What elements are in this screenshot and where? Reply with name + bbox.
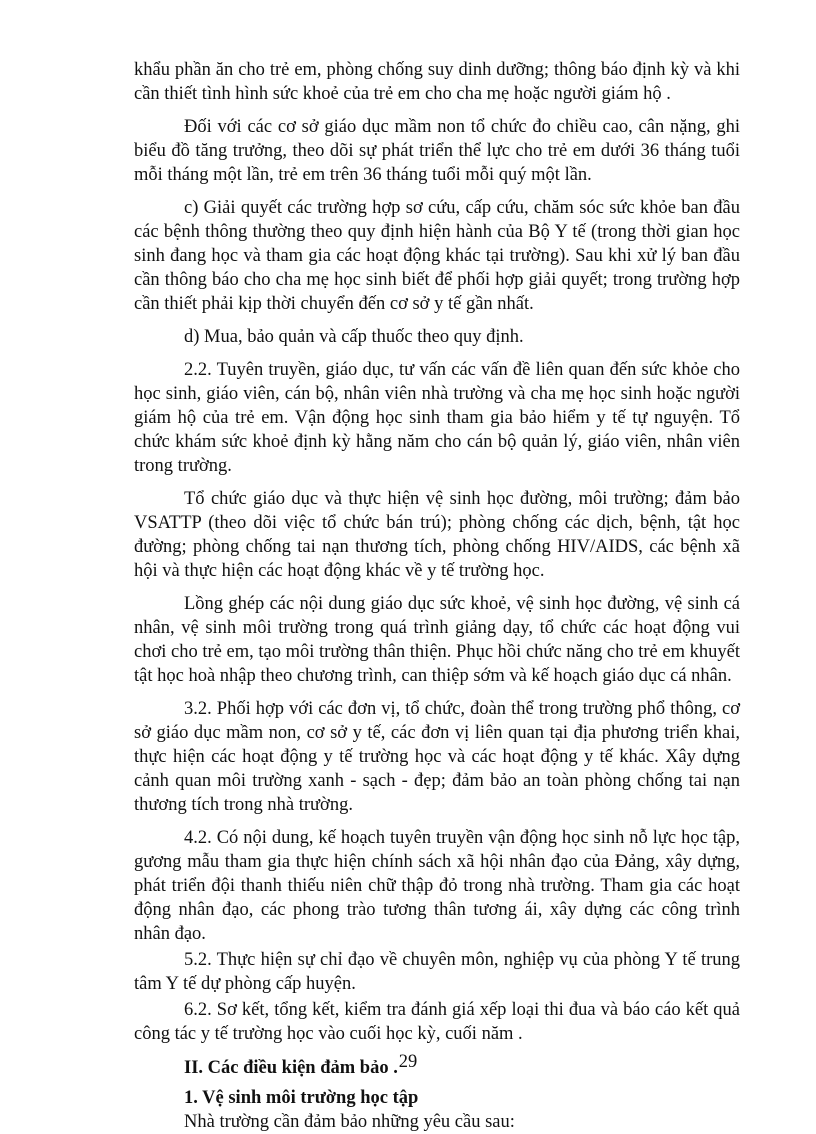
paragraph-integrated-education: Lồng ghép các nội dung giáo dục sức khoẻ, vệ sinh học đường, vệ sinh cá nhân, vệ sinh môi trường trong quá trình giảng dạy, tổ chức các hoạt động vui chơi cho trẻ em, tạo môi trường thân thiện. Phục hồi chức năng cho trẻ em khuyết tật học hoà nhập theo chương trình, can thiệp sớm và kế hoạch giáo dục cá nhân. [134, 594, 740, 686]
paragraph-red-cross: 4.2. Có nội dung, kế hoạch tuyên truyền vận động học sinh nỗ lực học tập, gương mẫu tham gia thực hiện chính sách xã hội nhân đạo của Đảng, xây dựng, phát triển đội thanh thiếu niên chữ thập đỏ trong nhà trường. Tham gia các hoạt động nhân đạo, các phong trào tương thân tương ái, xây dựng các công trình nhân đạo. [134, 828, 740, 944]
closing-line: Nhà trường cần đảm bảo những yêu cầu sau: [184, 1112, 515, 1132]
page-body [134, 58, 740, 1134]
page-number: 29 [398, 1052, 418, 1072]
section-heading: II. Các điều kiện đảm bảo . [184, 1058, 398, 1078]
paragraph-reporting: 6.2. Sơ kết, tổng kết, kiểm tra đánh giá xếp loại thi đua và báo cáo kết quả công tác y tế trường học vào cuối học kỳ, cuối năm . [134, 1000, 740, 1044]
paragraph-medicine-supply: d) Mua, bảo quản và cấp thuốc theo quy định. [184, 327, 524, 347]
paragraph-direction: 5.2. Thực hiện sự chỉ đạo về chuyên môn, nghiệp vụ của phòng Y tế trung tâm Y tế dự phòng cấp huyện. [134, 950, 740, 994]
paragraph-preschool-measurement: Đối với các cơ sở giáo dục mầm non tổ chức đo chiều cao, cân nặng, ghi biểu đồ tăng trưởng, theo dõi sự phát triển thể lực cho trẻ em dưới 36 tháng tuổi mỗi tháng một lần, trẻ em trên 36 tháng tuổi mỗi quý một lần. [134, 117, 740, 185]
paragraph-first-aid: c) Giải quyết các trường hợp sơ cứu, cấp cứu, chăm sóc sức khỏe ban đầu các bệnh thông thường theo quy định hiện hành của Bộ Y tế (trong thời gian học sinh đang học và tham gia các hoạt động khác tại trường). Sau khi xử lý ban đầu cần thông báo cho cha mẹ học sinh biết để phối hợp giải quyết; trong trường hợp cần thiết phải kịp thời chuyển đến cơ sở y tế gần nhất. [134, 198, 740, 314]
paragraph-coordination: 3.2. Phối hợp với các đơn vị, tổ chức, đoàn thể trong trường phổ thông, cơ sở giáo dục mầm non, cơ sở y tế, các đơn vị liên quan tại địa phương triển khai, thực hiện các hoạt động y tế trường học và các hoạt động y tế khác. Xây dựng cảnh quan môi trường xanh - sạch - đẹp; đảm bảo an toàn phòng chống tai nạn thương tích trong nhà trường. [134, 699, 740, 815]
paragraph-health-education: 2.2. Tuyên truyền, giáo dục, tư vấn các vấn đề liên quan đến sức khỏe cho học sinh, giáo viên, cán bộ, nhân viên nhà trường và cha mẹ học sinh hoặc người giám hộ của trẻ em. Vận động học sinh tham gia bảo hiểm y tế tự nguyện. Tổ chức khám sức khoẻ định kỳ hằng năm cho cán bộ quản lý, giáo viên, nhân viên trong trường. [134, 360, 740, 476]
paragraph-nutrition-continuation: khẩu phần ăn cho trẻ em, phòng chống suy dinh dưỡng; thông báo định kỳ và khi cần thiết tình hình sức khoẻ của trẻ em cho cha mẹ hoặc người giám hộ . [134, 60, 740, 104]
paragraph-school-hygiene: Tổ chức giáo dục và thực hiện vệ sinh học đường, môi trường; đảm bảo VSATTP (theo dõi việc tổ chức bán trú); phòng chống các dịch, bệnh, tật học đường; phòng chống tai nạn thương tích, phòng chống HIV/AIDS, các bệnh xã hội và thực hiện các hoạt động khác về y tế trường học. [134, 489, 740, 581]
subsection-heading: 1. Vệ sinh môi trường học tập [184, 1088, 419, 1108]
